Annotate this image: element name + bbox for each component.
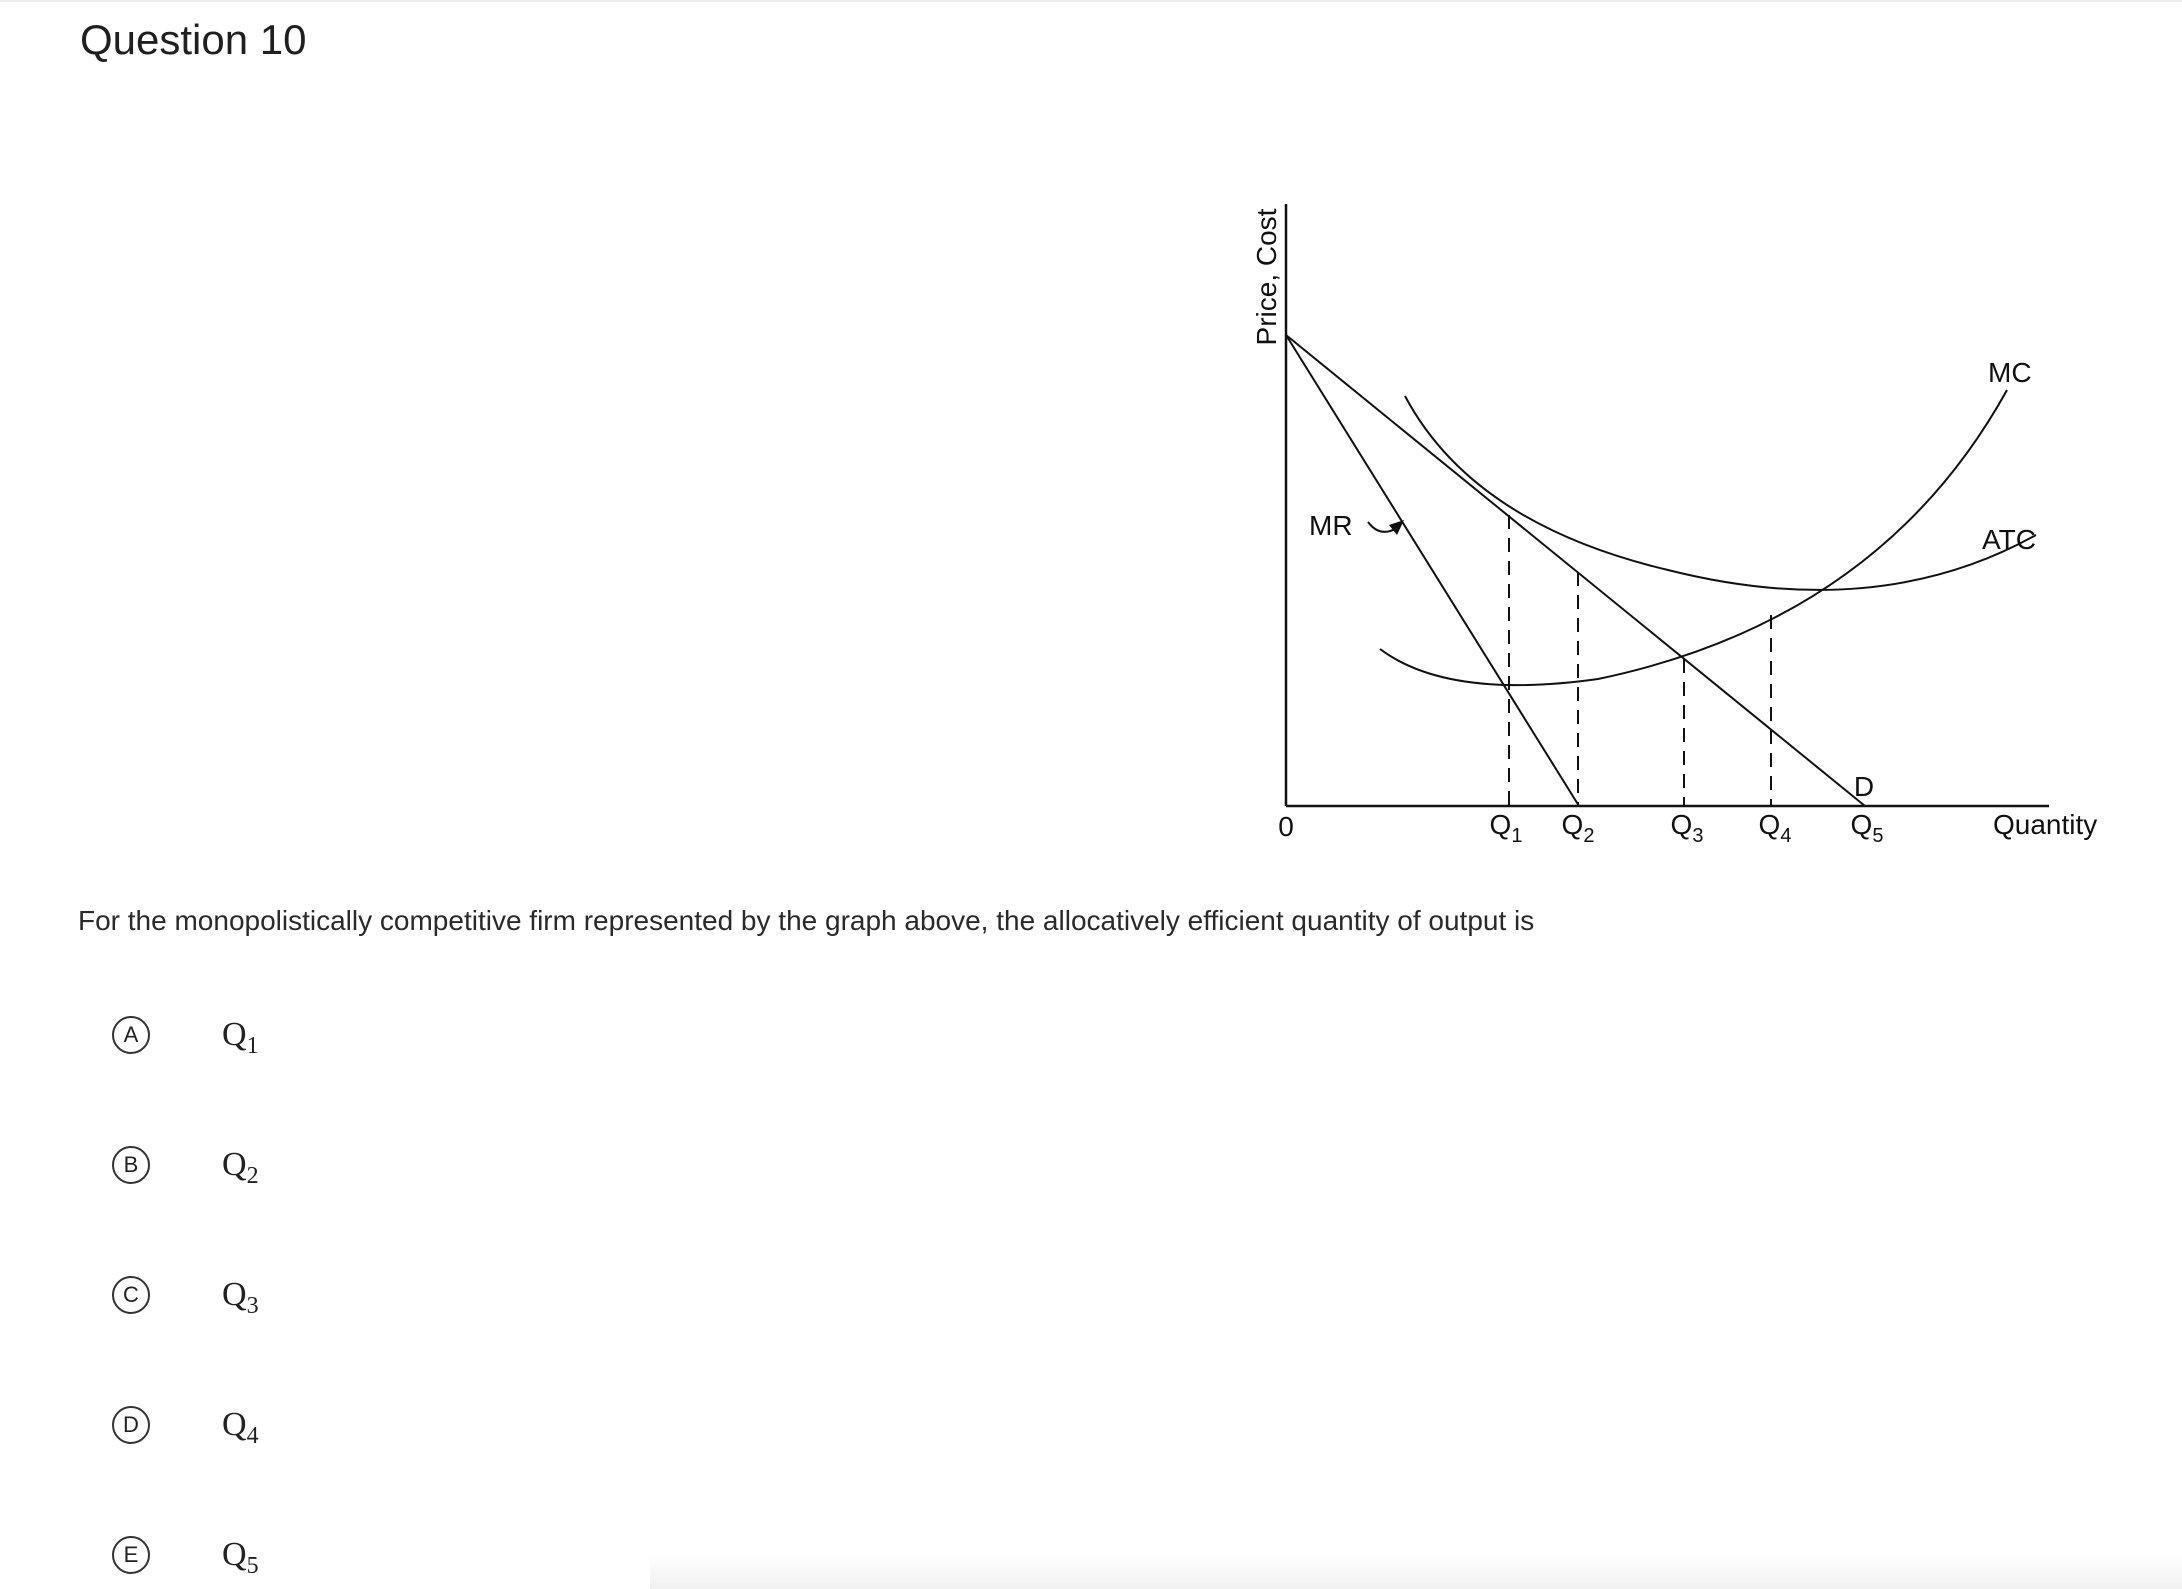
tick-label-q5: $Q_5$ xyxy=(1850,809,1884,847)
bottom-shadow xyxy=(650,1555,2182,1589)
demand-curve xyxy=(1286,335,1865,806)
choice-c-letter[interactable]: C xyxy=(112,1276,150,1314)
question-prompt: For the monopolistically competitive firm represented by the graph above, the allocatively efficient quantity of output is xyxy=(78,905,1535,936)
choice-b-sub: 2 xyxy=(246,1163,259,1189)
choice-a[interactable] xyxy=(112,1006,259,1064)
economics-graph xyxy=(1220,182,2120,862)
tick-label-q2: $Q_2$ xyxy=(1561,809,1595,847)
choice-a-text[interactable] xyxy=(222,1016,259,1059)
choice-a-sub: 1 xyxy=(246,1033,259,1059)
choice-b-text[interactable] xyxy=(222,1146,259,1189)
tick-label-q3: $Q_3$ xyxy=(1670,809,1704,847)
choice-c[interactable] xyxy=(112,1266,259,1324)
mc-curve xyxy=(1380,390,2007,685)
choice-d-letter[interactable]: D xyxy=(112,1406,150,1444)
choice-c-main: Q xyxy=(222,1276,247,1313)
choice-e-text[interactable] xyxy=(222,1536,259,1579)
choice-a-letter[interactable]: A xyxy=(112,1016,150,1054)
mr-curve xyxy=(1286,335,1579,806)
choice-d[interactable] xyxy=(112,1396,259,1454)
atc-curve xyxy=(1405,396,2036,590)
tick-label-q4: $Q_4$ xyxy=(1758,809,1792,847)
demand-label: D xyxy=(1853,771,1875,802)
choice-e[interactable] xyxy=(112,1526,259,1584)
origin-label: 0 xyxy=(1278,811,1294,842)
graph-svg xyxy=(1220,182,2120,862)
question-title: Question 10 xyxy=(80,16,307,63)
y-axis-label: Price, Cost xyxy=(1251,208,1282,346)
choice-d-text[interactable] xyxy=(222,1406,259,1449)
tick-label-q1: $Q_1$ xyxy=(1489,809,1523,847)
atc-label: ATC xyxy=(1982,524,2036,555)
choice-b[interactable] xyxy=(112,1136,259,1194)
mr-label: MR xyxy=(1309,510,1353,541)
choice-d-main: Q xyxy=(222,1406,247,1443)
x-axis-label: Quantity xyxy=(1993,809,2098,840)
mc-label: MC xyxy=(1988,357,2032,388)
choice-a-main: Q xyxy=(222,1016,247,1053)
choice-d-sub: 4 xyxy=(246,1423,259,1449)
choice-c-sub: 3 xyxy=(246,1293,259,1319)
mr-arrowhead xyxy=(1389,520,1404,535)
choice-e-letter[interactable]: E xyxy=(112,1536,150,1574)
choice-b-letter[interactable]: B xyxy=(112,1146,150,1184)
choice-b-main: Q xyxy=(222,1146,247,1183)
choice-e-main: Q xyxy=(222,1536,247,1573)
choice-c-text[interactable] xyxy=(222,1276,259,1319)
answer-choices xyxy=(112,1006,259,1589)
choice-e-sub: 5 xyxy=(246,1553,259,1579)
